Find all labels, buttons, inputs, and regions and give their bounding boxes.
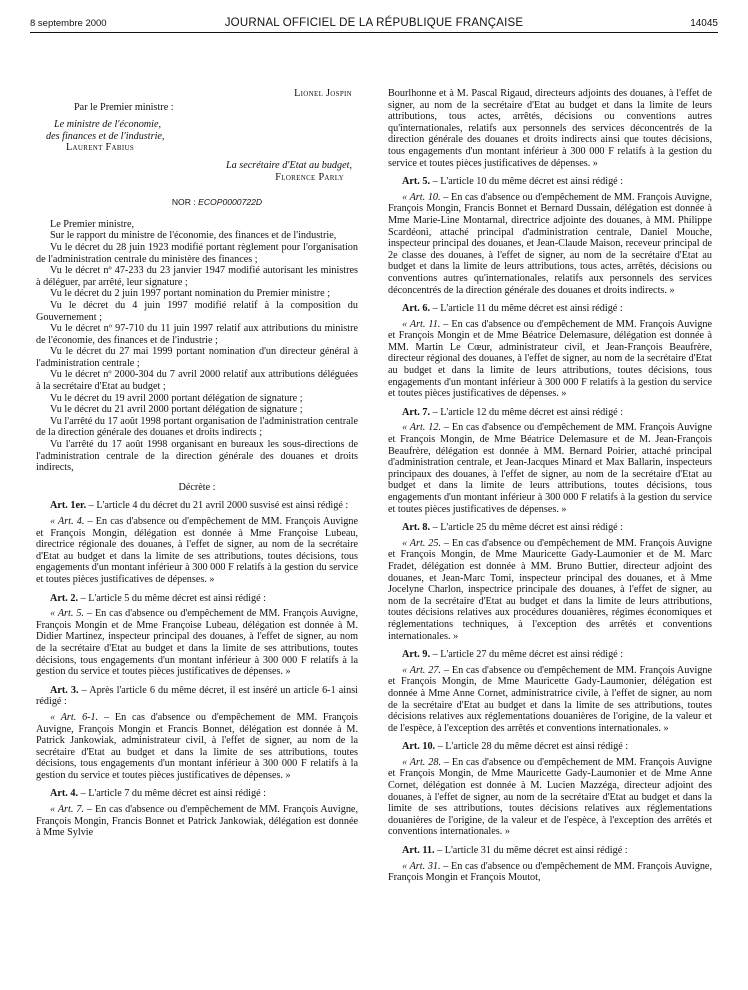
- article-quote: [388, 757, 712, 838]
- page-number: 14045: [690, 17, 718, 29]
- article-quote: [36, 712, 358, 782]
- article-quote: [388, 538, 712, 642]
- preamble-line: Vu le décret du 19 avril 2000 portant délégation de signature ;: [50, 392, 303, 404]
- minister-title-2: des finances et de l'industrie,: [46, 130, 165, 142]
- nor-reference: [76, 197, 358, 209]
- quote-label: « Art. 11.: [402, 318, 441, 330]
- article-quote: [36, 516, 358, 586]
- article: [388, 522, 712, 534]
- article-text: – En cas d'absence ou d'empêchement de MM. François Auvigne et François Mongin, de Mme Béatrice Delemasure et de M. Jean-François Beaufrère, délégation est donnée à MM. Bernard Poirier, attaché principal d'administration centrale, et Jean-Jacques Minard et Max Ballarin, inspecteurs principaux des douanes, à l'effet de signer, au nom de la secrétaire d'Etat au budget et dans la limite de leurs attributions, toutes décisions, tous engagements d'un montant inférieur à 300 000 F relatifs à la gestion du service et toutes pièces justificatives de dépenses. »: [388, 422, 712, 515]
- preamble-line: Sur le rapport du ministre de l'économie, des finances et de l'industrie,: [50, 230, 337, 242]
- article: [388, 303, 712, 315]
- secretary-title: La secrétaire d'Etat au budget,: [225, 159, 352, 171]
- article: [36, 500, 358, 512]
- decrete-heading: Décrète :: [178, 481, 216, 493]
- article-text: – En cas d'absence ou d'empêchement de MM. François Auvigne et François Mongin, de Mme Mauricette Gady-Laumonier et de M. Marc Fradet, délégation est donnée à MM. Bruno Buttier, directeur adjoint des douanes, et Jean-Marc Tomi, inspecteur principal des douanes, et à Mme Jocelyne Charlon, inspectrice principale des douanes, à l'effet de signer, au nom de la secrétaire d'Etat au budget et dans la limite de leurs attributions, toutes décisions relatives aux procédures douanières, régimes économiques et réglementations techniques, à l'exception des arrêtés et conventions internationales. »: [388, 537, 712, 642]
- article-text: – En cas d'absence ou d'empêchement de MM. François Auvigne et François Mongin, de Mme Mauricette Gady-Laumonier, délégation est donnée à Mme Anne Cornet, administratrice civile, à l'effet de signer, au nom de la secrétaire d'Etat au budget et dans la limite de ses attributions, toutes décisions relatives aux réglementations douanières de l'origine, de la valeur et de l'espèce, à l'exception des arrêtés et conventions internationales. »: [388, 664, 712, 734]
- article-label: Art. 7.: [402, 406, 431, 418]
- article-label: Art. 2.: [50, 592, 79, 604]
- article-text: – En cas d'absence ou d'empêchement de MM. François Auvigne, François Mongin, Francis Bonnet et Bernard Dussain, délégation est donnée à Mme Marie-Line Montarnal, directrice adjointe des douanes, à MM. Philippe Scardéoni, attaché principal d'administration centrale, Daniel Mouche, inspecteur principal des douanes, et Jean-Claude Maison, receveur principal de 2e classe des douanes, à l'effet de signer, au nom de la secrétaire d'Etat au budget et dans la limite de leurs attributions, tous actes, arrêtés, décisions ou conventions autres qu'internationales, relatifs aux personnels des services déconcentrés de la direction générale des douanes et droits indirects. »: [388, 191, 712, 296]
- article-quote: [388, 861, 712, 884]
- article-text: – Après l'article 6 du même décret, il est inséré un article 6-1 ainsi rédigé :: [36, 684, 358, 708]
- article-quote: [388, 665, 712, 735]
- quote-label: « Art. 27.: [402, 664, 441, 676]
- article-text: – L'article 28 du même décret est ainsi rédigé :: [435, 741, 629, 753]
- article: [36, 788, 358, 800]
- nor-label: NOR :: [171, 197, 199, 208]
- article-label: Art. 1er.: [50, 500, 87, 512]
- preamble: [36, 219, 358, 474]
- article: [36, 593, 358, 605]
- preamble-line: Vu le décret du 28 juin 1923 modifié portant règlement pour l'organisation de l'administration centrale du ministère des finances ;: [36, 241, 358, 265]
- preamble-line: Le Premier ministre,: [50, 218, 135, 230]
- preamble-line: Vu le décret du 2 juin 1997 portant nomination du Premier ministre ;: [50, 288, 331, 300]
- journal-title: JOURNAL OFFICIEL DE LA RÉPUBLIQUE FRANÇAISE: [224, 17, 524, 29]
- article: [388, 176, 712, 188]
- article: [388, 407, 712, 419]
- article-text: – L'article 31 du même décret est ainsi rédigé :: [434, 845, 628, 857]
- article-text: – L'article 7 du même décret est ainsi rédigé :: [78, 788, 266, 800]
- pm-intro: Par le Premier ministre :: [74, 101, 174, 113]
- article-text: – En cas d'absence ou d'empêchement de MM. François Auvigne, François Mongin et de Mme Françoise Lubeau, délégation est donnée à M. Didier Martinez, inspecteur principal des douanes, à l'effet de signer, au nom de la secrétaire d'Etat au budget et dans la limite de ses attributions, toutes décisions, tous engagements d'un montant inférieur à 300 000 F relatifs à la gestion du service et toutes pièces justificatives de dépenses. »: [36, 608, 358, 678]
- article-text: – En cas d'absence ou d'empêchement de MM. François Auvigne et François Mongin, délégation est donnée à Mme Françoise Lubeau, directrice régionale des douanes, à l'effet de signer, au nom de la secrétaire d'Etat au budget et dans la limite de ses attributions, toutes décisions, tous engagements d'un montant inférieur à 300 000 F relatifs à la gestion du service et toutes pièces justificatives de dépenses. »: [36, 516, 358, 585]
- nor-code: ECOP0000722D: [198, 197, 263, 208]
- pm-name: Lionel Jospin: [294, 88, 352, 99]
- quote-label: « Art. 4.: [50, 516, 85, 527]
- preamble-line: Vu le décret du 21 avril 2000 portant délégation de signature ;: [50, 404, 303, 416]
- page-header: [30, 14, 718, 33]
- minister-name: Laurent Fabius: [66, 142, 135, 154]
- article-text: – L'article 10 du même décret est ainsi rédigé :: [430, 176, 624, 188]
- quote-label: « Art. 28.: [402, 756, 441, 768]
- quote-label: « Art. 10.: [402, 191, 441, 203]
- article-label: Art. 6.: [402, 303, 431, 315]
- article-label: Art. 3.: [50, 684, 79, 696]
- right-column: [388, 88, 712, 884]
- preamble-line: Vu l'arrêté du 17 août 1998 portant organisation de l'administration centrale de la direction générale des douanes et droits indirects ;: [36, 415, 358, 439]
- header-date: 8 septembre 2000: [30, 17, 107, 29]
- article-text: – L'article 11 du même décret est ainsi rédigé :: [430, 303, 623, 315]
- signature-block: [36, 88, 358, 183]
- article-text: – L'article 27 du même décret est ainsi rédigé :: [430, 649, 624, 661]
- preamble-line: Vu le décret du 4 juin 1997 modifié relatif à la composition du Gouvernement ;: [36, 299, 358, 323]
- article-label: Art. 8.: [402, 522, 431, 534]
- quote-label: « Art. 6-1.: [50, 711, 99, 723]
- preamble-line: Vu le décret nº 97-710 du 11 juin 1997 relatif aux attributions du ministre de l'économie, des finances et de l'industrie ;: [36, 323, 358, 346]
- minister-title-1: Le ministre de l'économie,: [54, 119, 162, 131]
- article-label: Art. 11.: [402, 845, 435, 857]
- quote-label: « Art. 31.: [402, 860, 441, 872]
- article-text: – En cas d'absence ou d'empêchement de MM. François Auvigne, François Mongin et Francis Bonnet, délégation est donnée à M. Patrick Jankowiak, administrateur civil, à l'effet de signer, au nom de la secrétaire d'Etat au budget et dans la limite de ses attributions, toutes décisions, tous engagements d'un montant inférieur à 300 000 F relatifs à la gestion du service et toutes pièces justificatives de dépenses. »: [36, 711, 358, 781]
- quote-label: « Art. 25.: [402, 537, 441, 549]
- article-quote: [36, 804, 358, 839]
- secretary-name: Florence Parly: [275, 171, 344, 183]
- preamble-line: Vu le décret du 27 mai 1999 portant nomination d'un directeur général à l'administration centrale ;: [36, 346, 358, 369]
- article-label: Art. 4.: [50, 788, 79, 800]
- article-label: Art. 9.: [402, 649, 431, 661]
- article-label: Art. 10.: [402, 741, 436, 753]
- quote-label: « Art. 7.: [50, 804, 84, 816]
- article-text: – En cas d'absence ou d'empêchement de MM. François Auvigne et François Mongin, de Mme Mauricette Gady-Laumonier et de Mme Anne Cornet, délégation est donnée à M. Lucien Mazzéga, directeur adjoint des douanes, à l'effet de signer, au nom de la secrétaire d'Etat au budget et dans la limite de ses attributions, toutes décisions relatives aux réglementations douanières de l'origine, de la valeur et de l'espèce, à l'exception des arrêtés et conventions internationales. »: [388, 756, 712, 838]
- article: [388, 845, 712, 857]
- quote-label: « Art. 5.: [50, 608, 84, 620]
- article-quote: [388, 192, 712, 296]
- article: [388, 649, 712, 661]
- preamble-line: Vu l'arrêté du 17 août 1998 organisant en bureaux les sous-directions de l'administration centrale de la direction générale des douanes et droits indirects,: [36, 439, 358, 474]
- article-label: Art. 5.: [402, 176, 431, 188]
- article-text: – L'article 12 du même décret est ainsi rédigé :: [430, 406, 624, 418]
- article-text: – En cas d'absence ou d'empêchement de MM. François Auvigne, François Mongin et François Moutot,: [388, 860, 712, 884]
- quote-label: « Art. 12.: [402, 422, 441, 434]
- article-text: – L'article 5 du même décret est ainsi rédigé :: [78, 592, 266, 604]
- article-continuation: Bourlhonne et à M. Pascal Rigaud, directeurs adjoints des douanes, à l'effet de signer, au nom de la secrétaire d'Etat au budget et dans la limite de leurs attributions, tous actes, arrêtés, décisions ou conventions autres qu'internationales, relatifs aux personnels des services déconcentrés de la direction générale des douanes et droits indirects ainsi que toutes décisions, tous engagements d'un montant inférieur à 300 000 F relatifs à la gestion du service et toutes pièces justificatives de dépenses. »: [388, 88, 712, 169]
- article-text: – L'article 25 du même décret est ainsi rédigé :: [430, 522, 624, 534]
- preamble-line: Vu le décret nº 2000-304 du 7 avril 2000 relatif aux attributions déléguées à la secrétaire d'Etat au budget ;: [36, 369, 358, 393]
- left-column: [36, 88, 358, 839]
- article-quote: [36, 608, 358, 678]
- preamble-line: Vu le décret nº 47-233 du 23 janvier 1947 modifié autorisant les ministres à déléguer, par arrêté, leur signature ;: [36, 265, 358, 288]
- article: [388, 741, 712, 753]
- article-text: – L'article 4 du décret du 21 avril 2000 susvisé est ainsi rédigé :: [86, 500, 349, 512]
- article-text: – En cas d'absence ou d'empêchement de MM. François Auvigne et François Mongin et de Mme Béatrice Delemasure, délégation est donnée à MM. Martin Le Cœur, administrateur civil, et Jean-François Beaufrère, directeur régional des douanes, à l'effet de signer, au nom de la secrétaire d'Etat au budget et dans la limite de leurs attributions, toutes décisions, tous engagements d'un montant inférieur à 300 000 F relatifs à la gestion du service et toutes pièces justificatives de dépenses. »: [388, 318, 712, 400]
- article-quote: [388, 319, 712, 400]
- article-text: – En cas d'absence ou d'empêchement de MM. François Auvigne, François Mongin, Francis Bonnet et Patrick Jankowiak, délégation est donnée à Mme Sylvie: [36, 804, 358, 839]
- left-articles: [36, 500, 358, 838]
- article: [36, 685, 358, 708]
- article-quote: [388, 422, 712, 515]
